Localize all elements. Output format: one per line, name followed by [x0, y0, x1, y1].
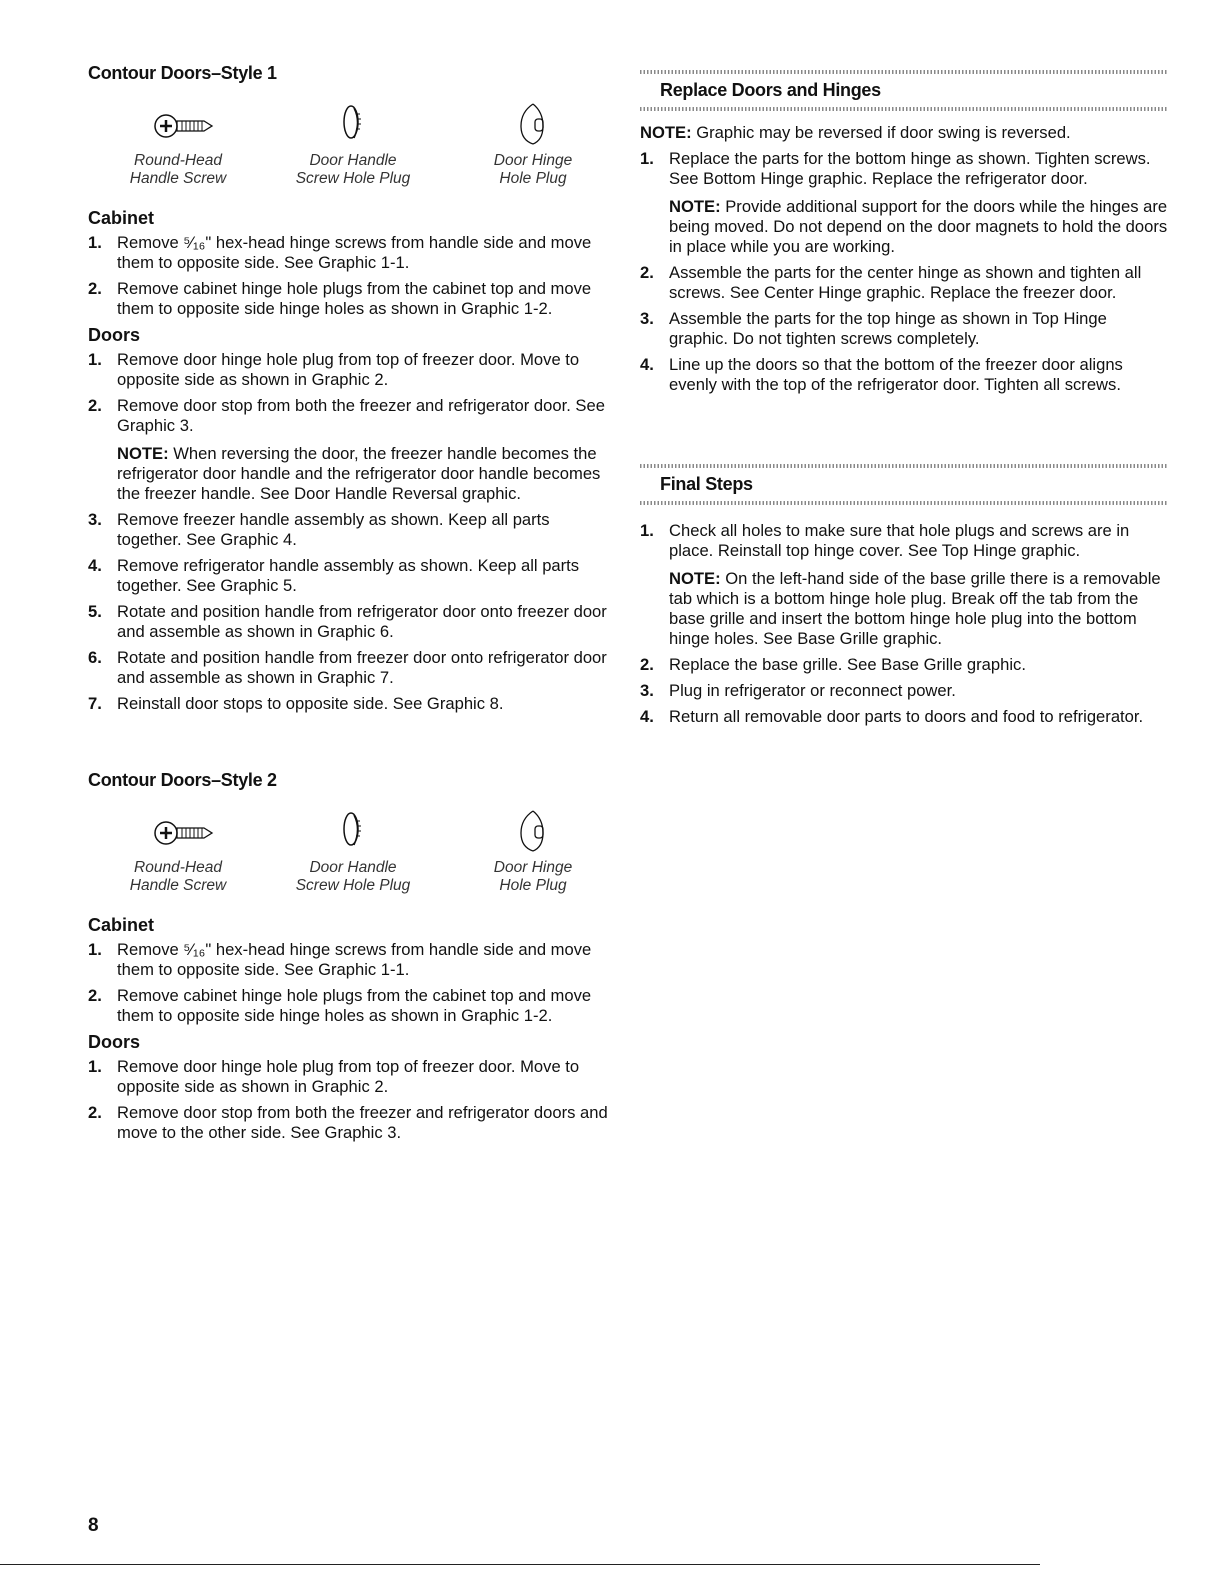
style2-title: Contour Doors–Style 2 [88, 770, 277, 790]
part-line1: Door Hinge [493, 859, 573, 876]
list-item: 7. Reinstall door stops to opposite side. See Graphic 8. [88, 694, 504, 713]
style2-section [88, 770, 608, 1149]
replace-header [640, 70, 1168, 111]
final-steps [640, 521, 1168, 727]
final-body [640, 521, 1168, 733]
replace-steps [640, 149, 1168, 395]
page-number: 8 [88, 1515, 99, 1536]
list-item: 2. Remove door stop from both the freezer and refrigerator doors and move to the other side. See Graphic 3. [88, 1103, 608, 1142]
list-item: 3. Assemble the parts for the top hinge as shown in Top Hinge graphic. Do not tighten screws completely. [640, 309, 1107, 348]
round-head-screw-icon [138, 102, 218, 146]
final-title: Final Steps [660, 474, 753, 494]
cabinet-steps [88, 233, 608, 319]
list-item: 1. Check all holes to make sure that hole plugs and screws are in place. Reinstall top hinge cover. See Top Hinge graphic. NOTE: On the left-hand side of the base grille there is a removable tab which is a bottom hinge hole plug. Break off the tab from the base grille and insert the bottom hinge hole plug into the bottom hinge holes. See Base Grille graphic. [640, 521, 1168, 649]
doors-steps [88, 350, 608, 714]
doors-steps [88, 1057, 608, 1143]
list-item: 1. Remove door hinge hole plug from top of freezer door. Move to opposite side as shown in Graphic 2. [88, 1057, 580, 1096]
cabinet-heading: Cabinet [88, 208, 155, 228]
part-line1: Round-Head [134, 152, 222, 169]
replace-body [640, 123, 1168, 401]
part-line2: Hole Plug [499, 170, 567, 187]
hole-plug-icon [333, 809, 373, 853]
final-header [640, 464, 1168, 505]
part-hinge-hole-plug [473, 102, 593, 188]
part-line1: Door Handle [309, 152, 397, 169]
list-item: 1. Replace the parts for the bottom hinge as shown. Tighten screws. See Bottom Hinge graphic. Replace the refrigerator door. NOTE: Provide additional support for the doors while the hinges are being moved. Do not depend on the door magnets to hold the doors in place while you are working. [640, 149, 1168, 256]
dotted-rule [640, 501, 1168, 505]
style1-parts [88, 102, 608, 204]
list-item: 1. Remove ⁵⁄₁₆" hex-head hinge screws from handle side and move them to opposite side. See Graphic 1-1. [88, 940, 592, 979]
replace-intro: NOTE: Graphic may be reversed if door swing is reversed. [640, 123, 1071, 142]
note: NOTE: When reversing the door, the freezer handle becomes the refrigerator door handle and the refrigerator door handle becomes the freezer handle. See Door Handle Reversal graphic. [117, 444, 601, 503]
style2-parts [88, 809, 608, 911]
part-line1: Door Hinge [493, 152, 573, 169]
part-handle-hole-plug [283, 102, 423, 188]
hinge-plug-icon [513, 809, 553, 853]
part-line2: Screw Hole Plug [295, 170, 411, 187]
part-line2: Handle Screw [129, 170, 227, 187]
list-item: 4. Remove refrigerator handle assembly as shown. Keep all parts together. See Graphic 5. [88, 556, 580, 595]
part-round-head-screw [113, 102, 243, 188]
round-head-screw-icon [138, 809, 218, 853]
hole-plug-icon [333, 102, 373, 146]
list-item: 4. Line up the doors so that the bottom of the freezer door aligns evenly with the top of the refrigerator door. Tighten all screws. [640, 355, 1123, 394]
part-hinge-hole-plug [473, 809, 593, 895]
doors-heading: Doors [88, 1032, 141, 1052]
part-round-head-screw [113, 809, 243, 895]
list-item: 4. Return all removable door parts to doors and food to refrigerator. [640, 707, 1144, 726]
note: NOTE: Provide additional support for the doors while the hinges are being moved. Do not depend on the door magnets to hold the doors in place while you are working. [669, 197, 1168, 256]
note: NOTE: On the left-hand side of the base grille there is a removable tab which is a bottom hinge hole plug. Break off the tab from the base grille and insert the bottom hinge hole plug into the bottom hinge holes. See Base Grille graphic. [669, 569, 1161, 648]
list-item: 1. Remove door hinge hole plug from top of freezer door. Move to opposite side as shown in Graphic 2. [88, 350, 580, 389]
list-item: 2. Remove door stop from both the freezer and refrigerator door. See Graphic 3. NOTE: When reversing the door, the freezer handle becomes the refrigerator door handle and the refrigerator door handle becomes the freezer handle. See Door Handle Reversal graphic. [88, 396, 608, 504]
list-item: 2. Remove cabinet hinge hole plugs from the cabinet top and move them to opposite side hinge holes as shown in Graphic 1-2. [88, 986, 592, 1025]
part-line2: Handle Screw [129, 877, 227, 894]
replace-title: Replace Doors and Hinges [660, 80, 881, 100]
style1-section [88, 63, 608, 720]
cabinet-heading: Cabinet [88, 915, 155, 935]
style1-title: Contour Doors–Style 1 [88, 63, 277, 83]
list-item: 3. Plug in refrigerator or reconnect power. [640, 681, 956, 700]
list-item: 2. Replace the base grille. See Base Grille graphic. [640, 655, 1026, 674]
part-line1: Door Handle [309, 859, 397, 876]
dotted-rule [640, 70, 1168, 74]
part-handle-hole-plug [283, 809, 423, 895]
list-item: 2. Remove cabinet hinge hole plugs from the cabinet top and move them to opposite side hinge holes as shown in Graphic 1-2. [88, 279, 592, 318]
list-item: 2. Assemble the parts for the center hinge as shown and tighten all screws. See Center Hinge graphic. Replace the freezer door. [640, 263, 1142, 302]
doors-heading: Doors [88, 325, 141, 345]
dotted-rule [640, 464, 1168, 468]
list-item: 3. Remove freezer handle assembly as shown. Keep all parts together. See Graphic 4. [88, 510, 550, 549]
list-item: 6. Rotate and position handle from freezer door onto refrigerator door and assemble as shown in Graphic 7. [88, 648, 607, 687]
hinge-plug-icon [513, 102, 553, 146]
part-line2: Hole Plug [499, 877, 567, 894]
footer-rule [0, 1564, 1040, 1565]
dotted-rule [640, 107, 1168, 111]
cabinet-steps [88, 940, 608, 1026]
part-line1: Round-Head [134, 859, 222, 876]
list-item: 1. Remove ⁵⁄₁₆" hex-head hinge screws from handle side and move them to opposite side. See Graphic 1-1. [88, 233, 592, 272]
list-item: 5. Rotate and position handle from refrigerator door onto freezer door and assemble as shown in Graphic 6. [88, 602, 607, 641]
part-line2: Screw Hole Plug [295, 877, 411, 894]
